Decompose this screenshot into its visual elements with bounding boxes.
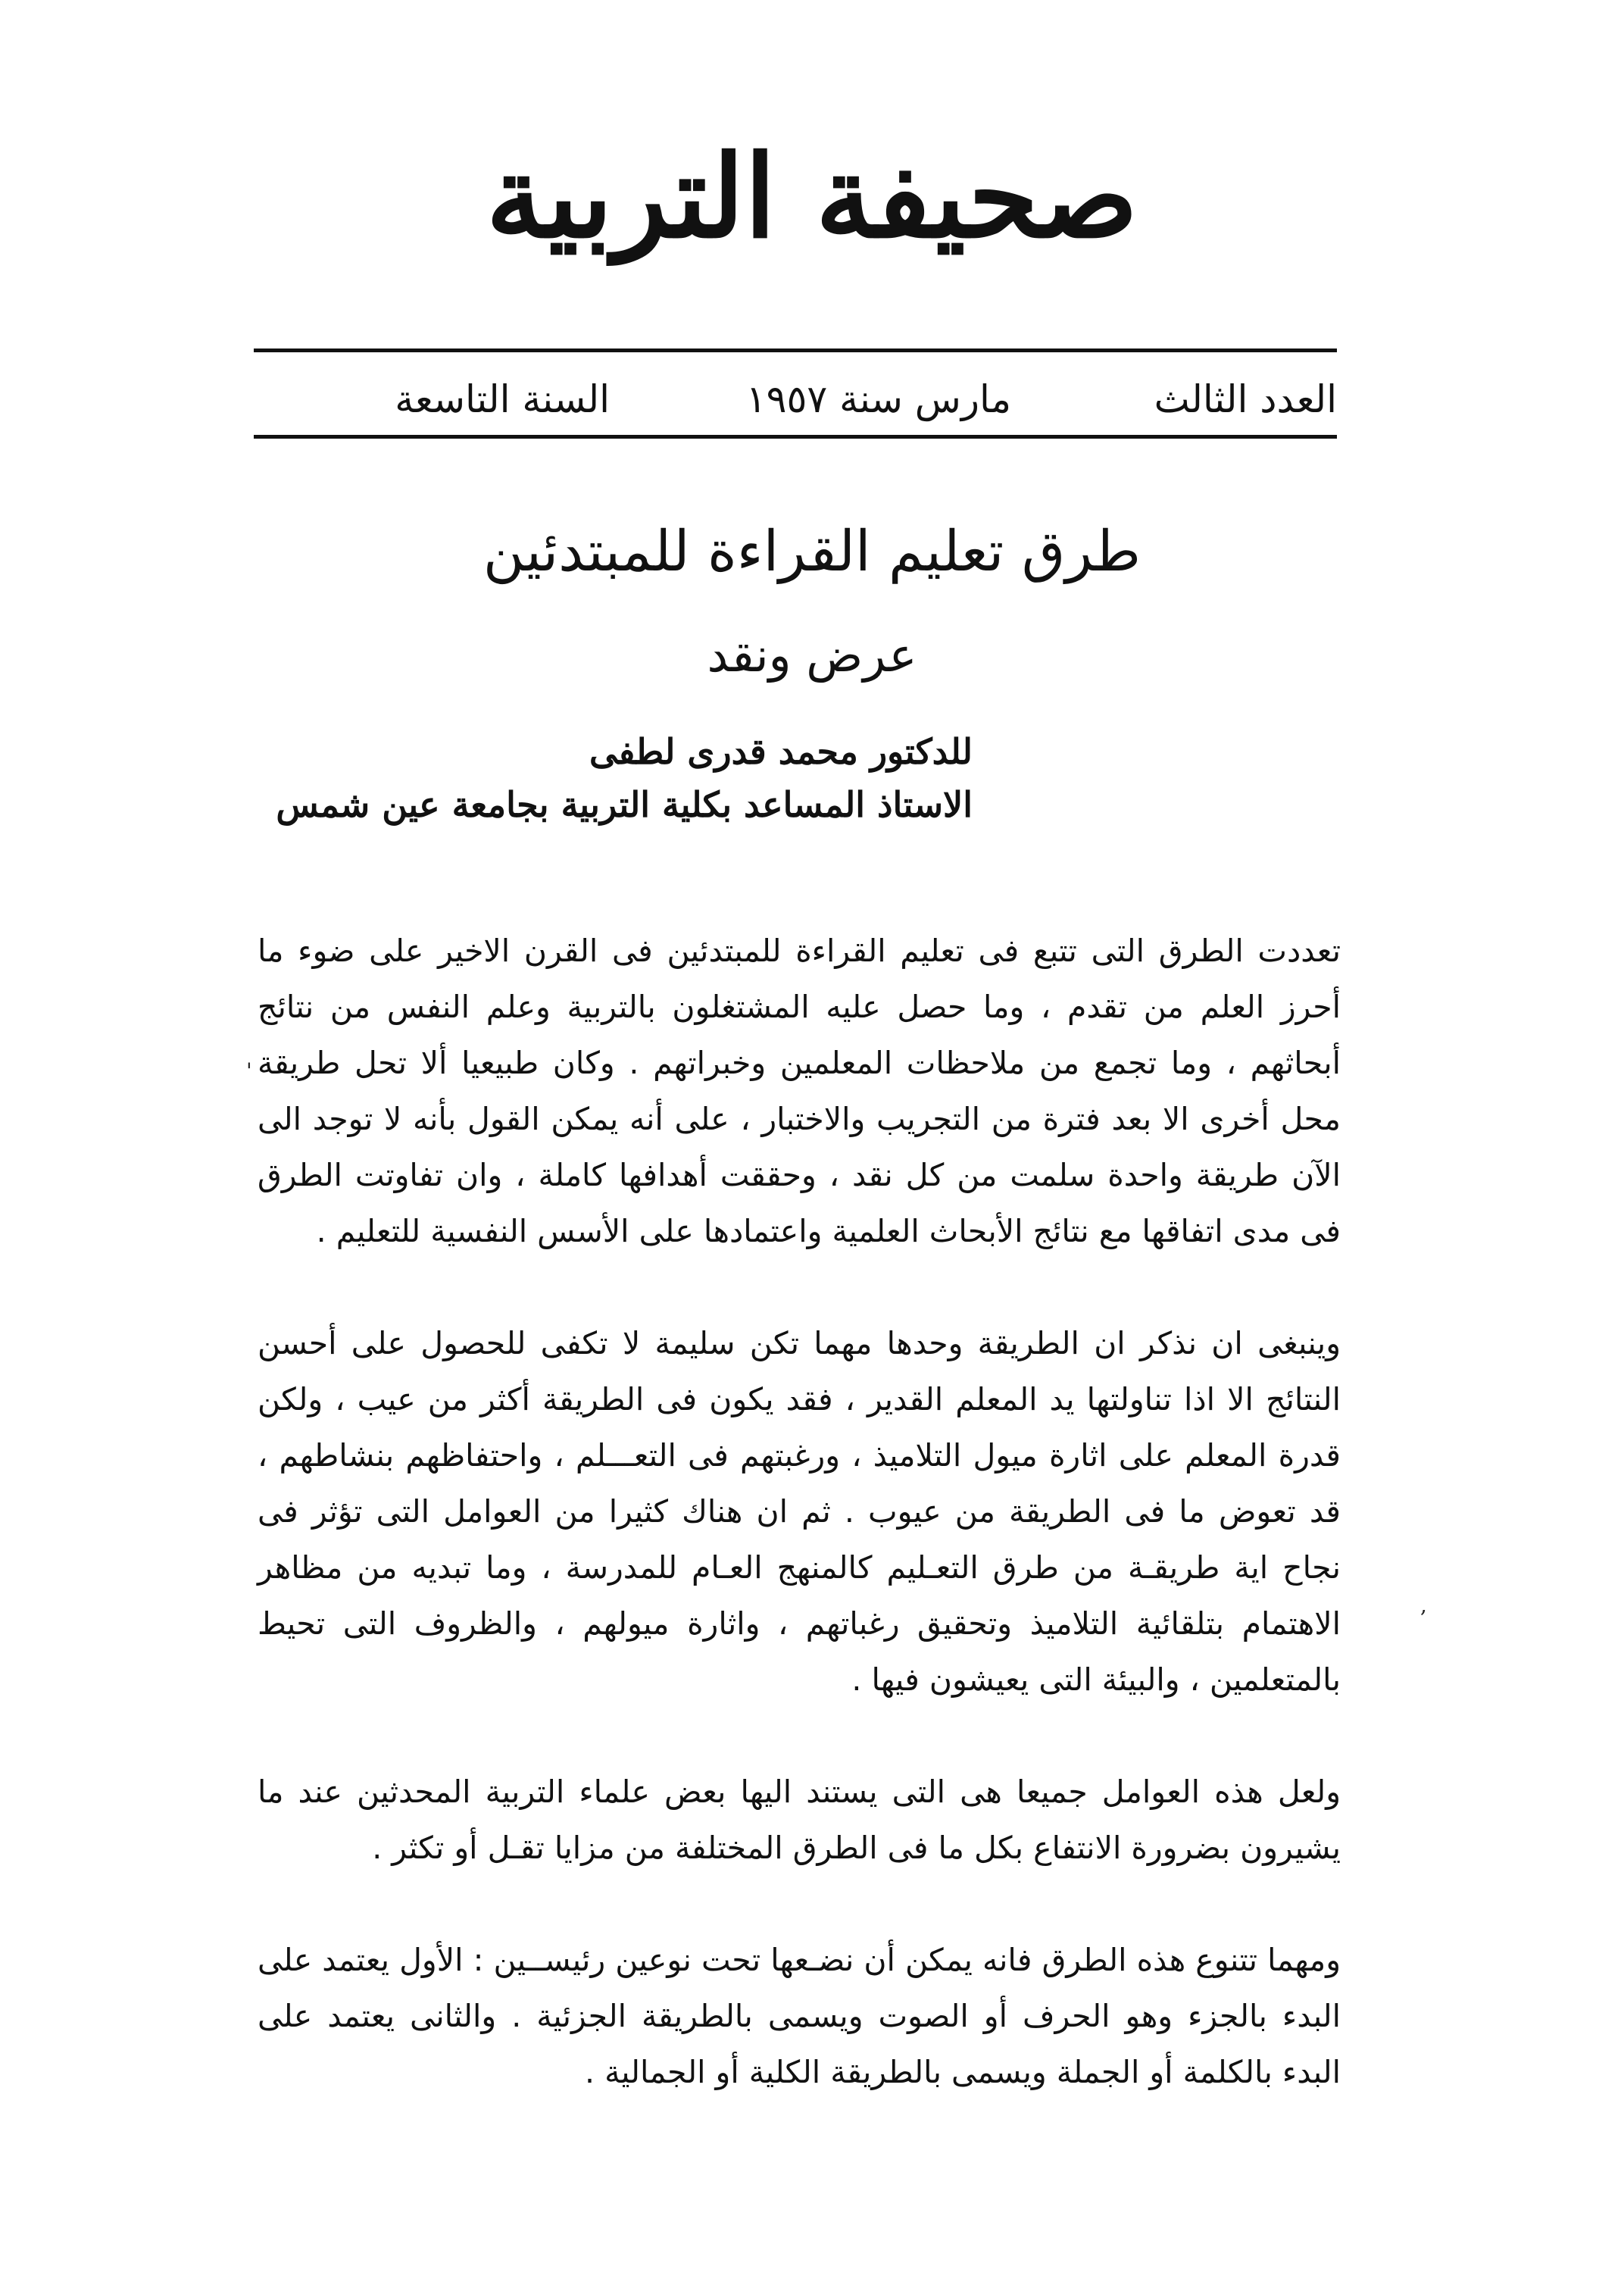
scan-speck: ' — [246, 1058, 252, 1083]
article-body — [258, 923, 1341, 2156]
header-rule-bottom — [254, 435, 1337, 439]
paragraph: ومهما تتنوع هذه الطرق فانه يمكن أن نضـعها تحت نوعين رئيســين : الأول يعتمد على البدء بالجزء وهو الحرف أو الصوت ويسمى بالطريقة الجزئية . والثانى يعتمد على البدء بالكلمة أو الجملة ويسمى بالطريقة الكلية أو الجمالية . — [258, 1942, 1341, 2090]
paragraph: ولعل هذه العوامل جميعا هى التى يستند اليها بعض علماء التربية المحدثين عند ما يشيرون بضرورة الانتفاع بكل ما فى الطرق المختلفة من مزايا تقـل أو تكثر . — [258, 1774, 1341, 1866]
author-name: للدكتور محمد قدرى لطفى — [589, 731, 973, 772]
article-subtitle: عرض ونقد — [707, 627, 917, 683]
article-title: طرق تعليم القراءة للمبتدئين — [483, 519, 1141, 584]
scan-speck: , — [1420, 1592, 1427, 1617]
masthead-title: صحيفة التربية — [486, 130, 1138, 264]
issue-number: العدد الثالث — [1154, 377, 1337, 421]
paragraph: وينبغى ان نذكر ان الطريقة وحدها مهما تكن سليمة لا تكفى للحصول على أحسن النتائج الا اذا تناولتها يد المعلم القدير ، فقد يكون فى الطريقة أكثر من عيب ، ولكن قدرة المعلم على اثارة ميول التلاميذ ، ورغبتهم فى التعـــلم ، واحتفاظهم بنشاطهم ، قد تعوض ما فى الطريقة من عيوب . ثم ان هناك كثيرا من العوامل التى تؤثر فى نجاح اية طريقـة من طرق التعـليم كالمنهج العـام للمدرسة ، وما تبديه من مظاهر الاهتمام بتلقائية التلاميذ وتحقيق رغباتهم ، واثارة ميولهم ، والظروف التى تحيط بالمتعلمين ، والبيئة التى يعيشون فيها . — [258, 1325, 1341, 1698]
issue-year: السنة التاسعة — [395, 377, 610, 421]
paragraph: تعددت الطرق التى تتبع فى تعليم القراءة للمبتدئين فى القرن الاخير على ضوء ما أحرز العلم من تقدم ، وما حصل عليه المشتغلون بالتربية وعلم النفس من نتائج أبحاثهم ، وما تجمع من ملاحظات المعلمين وخبراتهم . وكان طبيعيا ألا تحل طريقة محل أخرى الا بعد فترة من التجريب والاختبار ، على أنه يمكن القول بأنه لا توجد الى الآن طريقة واحدة سلمت من كل نقد ، وحققت أهدافها كاملة ، وان تفاوتت الطرق فى مدى اتفاقها مع نتائج الأبحاث العلمية واعتمادها على الأسس النفسية للتعليم . — [258, 933, 1341, 1249]
author-role: الاستاذ المساعد بكلية التربية بجامعة عين شمس — [276, 784, 973, 825]
header-rule-top — [254, 348, 1337, 352]
issue-date: مارس سنة ١٩٥٧ — [745, 377, 1011, 421]
issue-bar — [254, 365, 1337, 433]
